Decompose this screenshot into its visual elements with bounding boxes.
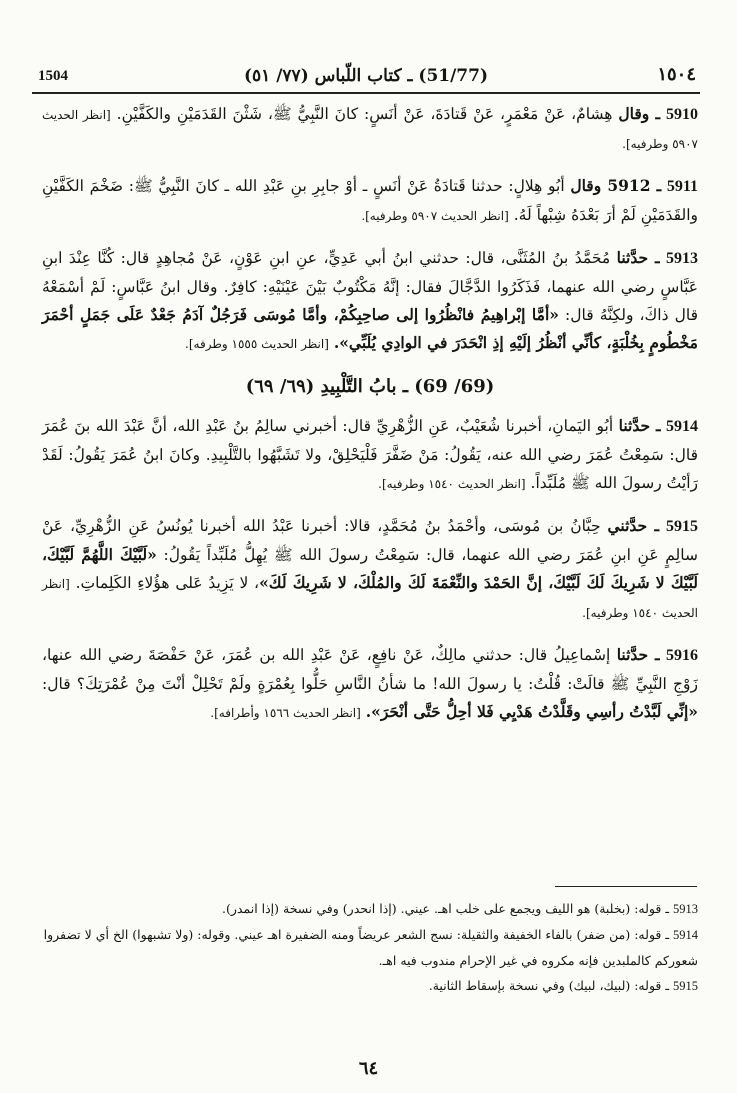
hadith-text: إسْماعِيلُ قال: حدثني مالِكٌ، عَنْ نافِعٍ، عَنْ عَبْدِ الله بن عُمَرَ، عَنْ حَفْصَةَ رضي الله عنها، زَوْجِ النَّبِيِّ ﷺ قالَتْ: قُلْتُ: يا رسولَ الله! ما شأنُ النَّاسِ حَلُّوا بِعُمْرَةٍ ولَمْ تَحْلِلْ أنْتَ مِنْ عُمْرَتِكَ؟ قال: [42,646,698,693]
hadith-reference: [انظر الحديث ١٥٤٠ وطرفيه]. [42,577,698,620]
hadith-reference: [انظر الحديث ١٥٤٠ وطرفيه]. [378,477,526,491]
footnote-text: ـ قوله: (لبيك، لبيك) وفي نسخة بإسقاط الثانية. [428,978,670,993]
hadith-text: أبُو هِلالٍ: حدثنا قَتادَةُ عَنْ أنَسٍ ـ أوْ جابِرِ بنِ عَبْدِ الله ـ كانَ النَّبِيُّ ﷺ: ضَخْمَ الكَفَّيْنِ والقَدَمَيْنِ لَمْ أرَ بَعْدَهُ شِبْهاً لَهُ. [42,177,698,224]
footnote-number: 5915 [673,979,698,993]
page-number-latin: 1504 [38,68,68,84]
hadith-lead: ـ حدَّثني [607,516,660,535]
hadith-number: 5914 [666,418,698,435]
hadith-number: 5910 [666,106,698,123]
footnote-number: 5913 [673,902,698,916]
hadith-lead: ـ حدَّثنا [616,248,660,267]
footnote-5914 [42,922,698,973]
hadith-lead: ـ 5912 وقال [570,176,662,195]
hadith-lead: ـ وقال [618,104,661,123]
hadith-number: 5913 [666,250,699,267]
hadith-5914 [42,412,698,498]
hadith-5910 [42,100,698,158]
hadith-5916 [42,641,698,727]
hadith-quote: «لَبَّيْكَ اللَّهُمَّ لَبَّيْكَ، لَبَّيْكَ لا شَرِيكَ لَكَ لَبَّيْكَ، إنَّ الحَمْدَ والنِّعْمَةَ لَكَ والمُلْكَ، لا شَرِيكَ لَكَ» [42,545,699,592]
page-number-arabic: ١٥٠٤ [657,64,696,85]
hadith-tail: ، لا يَزِيدُ عَلى هؤُلاءِ الكَلِماتِ. [75,574,260,592]
running-header [32,62,700,94]
footnote-5913 [42,896,698,922]
hadith-reference: [انظر الحديث ٥٩٠٧ وطرفيه]. [361,209,509,223]
hadith-text: حِبَّانُ بن مُوسَى، وأحْمَدُ بنُ مُحَمَّدٍ، قالا: أخبرنا عَبْدُ الله أخبرنا يُونُسُ عَنِ الزُّهْرِيِّ، عَنْ سالِمٍ عَنِ ابنِ عُمَرَ رضي الله عنهما، قال: سَمِعْتُ رسولَ الله ﷺ يُهِلُّ مُلَبِّداً يَقُولُ: [42,517,698,564]
main-text [42,100,698,741]
hadith-5913 [42,244,698,358]
hadith-lead: ـ حدَّثنا [618,416,661,435]
footnote-5915 [42,973,698,999]
footnote-text: ـ قوله: (بخلبة) هو الليف ويجمع على خلب اهـ. عيني. (إذا انحدر) وفي نسخة (إذا انمدر). [222,901,670,916]
hadith-text: أبُو اليَمانِ، أخبرنا شُعَيْبٌ، عَنِ الزُّهْرِيِّ قال: أخبرني سالِمُ بنُ عَبْدِ الله، أنَّ عَبْدَ الله بنَ عُمَرَ قال: سَمِعْتُ عُمَرَ رضي الله عنه، يَقُولُ: مَنْ ضَفَّرَ فَلْيَحْلِقْ، ولا تَشَبَّهُوا بالتَّلْبِيدِ. وكانَ ابنُ عُمَرَ يَقُولُ: لَقَدْ رَأيْتُ رسولَ الله ﷺ مُلَبِّداً. [42,417,698,492]
hadith-number: 5915 [666,518,698,535]
chapter-header-title: (51/77) ـ كتاب اللّباس (٧٧/ ٥١) [243,66,489,86]
hadith-quote: «إنِّي لَبَّدْتُ رأسِي وقَلَّدْتُ هَدْيِي فَلا أحِلُّ حَتَّى أنْحَرَ». [365,702,698,721]
hadith-reference: [انظر الحديث ١٥٦٦ وأطرافه]. [210,706,361,720]
footnote-text: ـ قوله: (من ضفر) بالفاء الخفيفة والثقيلة: نسج الشعر عريضاً ومنه الضفيرة اهـ عيني. وقوله: (ولا تشبهوا) الخ أي لا تضفروا شعوركم كالملبدين فإنه مكروه في غير الإحرام مندوب فيه اهـ. [43,927,698,968]
hadith-reference: [انظر الحديث ١٥٥٥ وطرفه]. [185,337,329,351]
hadith-number: 5911 [666,178,698,195]
chapter-title: (69/ 69) ـ بابُ التَّلْبِيدِ (٦٩/ ٦٩) [245,376,495,397]
footnotes [42,896,698,999]
footnote-divider [555,886,697,887]
hadith-5915 [42,512,698,627]
folio-number: ٦٤ [358,1058,379,1079]
hadith-text: مُحَمَّدُ بنُ المُثَنَّى، قال: حدثني ابنُ أبي عَدِيٍّ، عنِ ابنِ عَوْنٍ، عَنْ مُجاهِدٍ قال: كُنَّا عِنْدَ ابنِ عَبَّاسٍ رضي الله عنهما، فَذَكَرُوا الدَّجَّالَ فقال: إنَّهُ مَكْتُوبٌ بَيْنَ عَيْنَيْهِ: كافِرٌ. وقال ابنُ عَبَّاسٍ: لَمْ أسْمَعْهُ قال ذاكَ، ولكِنَّهُ قال: [42,249,698,324]
hadith-number: 5916 [666,647,698,664]
hadith-quote: «أمَّا إبْراهِيمُ فانْظُرُوا إلى صاحِبِكُمْ، وأمَّا مُوسَى فَرَجُلٌ آدَمُ جَعْدٌ عَلَى جَمَلٍ أحْمَرَ مَخْطُومٍ بِخُلْبَةٍ، كأنِّي أنْظُرُ إلَيْهِ إذِ انْحَدَرَ في الوادِي يُلَبِّي». [42,305,698,352]
hadith-5911-5912 [42,172,698,230]
footnote-number: 5914 [673,928,698,942]
hadith-text: هِشامٌ، عَنْ مَعْمَرٍ، عَنْ قَتادَةَ، عَنْ أنَسٍ: كانَ النَّبِيُّ ﷺ، شَثْنَ القَدَمَيْنِ والكَفَّيْنِ. [116,105,619,123]
hadith-reference: [انظر الحديث ٥٩٠٧ وطرفيه]. [42,108,698,151]
hadith-lead: ـ حدَّثنا [616,645,660,664]
